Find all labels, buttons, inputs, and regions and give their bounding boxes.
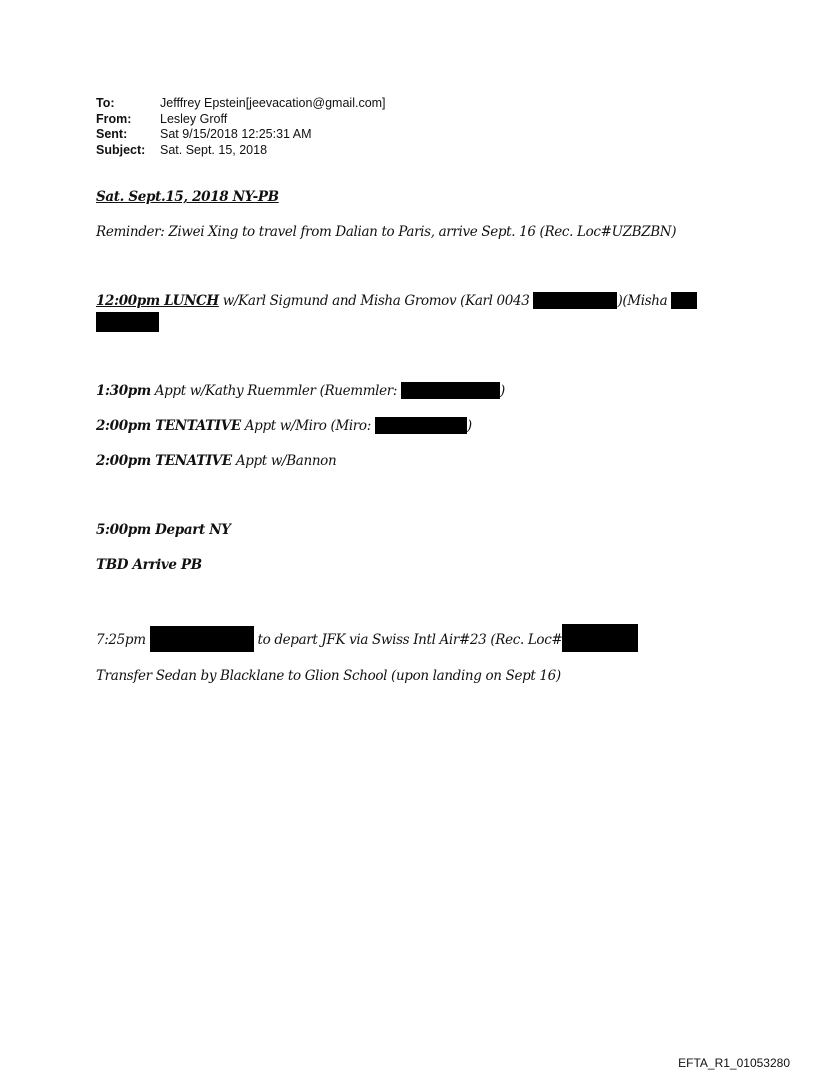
appt3-entry	[96, 451, 736, 472]
reminder-line: Reminder: Ziwei Xing to travel from Dalian to Paris, arrive Sept. 16 (Rec. Loc#UZBZBN)	[96, 224, 677, 240]
redaction-block	[96, 312, 159, 332]
appt1-close: )	[500, 383, 505, 399]
redaction-block	[533, 292, 617, 309]
email-body	[96, 187, 736, 687]
appt2-text: Appt w/Miro (Miro:	[240, 418, 375, 434]
arrive-line: TBD Arrive PB	[96, 557, 202, 573]
flight-time: 7:25pm	[96, 632, 150, 648]
to-row	[96, 96, 386, 112]
appt1-time: 1:30pm	[96, 383, 151, 399]
sent-value: Sat 9/15/2018 12:25:31 AM	[160, 127, 312, 141]
subject-row	[96, 143, 386, 159]
subject-label: Subject:	[96, 142, 146, 157]
lunch-detail: w/Karl Sigmund and Misha Gromov (Karl 0043	[218, 293, 534, 309]
document-id: EFTA_R1_01053280	[678, 1056, 790, 1070]
from-label: From:	[96, 111, 132, 126]
appt2-time: 2:00pm TENTATIVE	[96, 418, 241, 434]
from-row	[96, 112, 386, 128]
lunch-entry	[96, 291, 736, 335]
flight-text: to depart JFK via Swiss Intl Air#23 (Rec. Loc#	[253, 632, 563, 648]
subject-value: Sat. Sept. 15, 2018	[160, 142, 268, 157]
sent-row	[96, 127, 386, 143]
redaction-block	[375, 417, 467, 434]
appt3-text: Appt w/Bannon	[231, 453, 337, 469]
sent-label: Sent:	[96, 127, 128, 141]
appt1-entry	[96, 381, 736, 402]
email-header	[96, 96, 386, 158]
appt1-text: Appt w/Kathy Ruemmler (Ruemmler:	[150, 383, 402, 399]
to-label: To:	[96, 96, 115, 110]
redaction-block	[562, 624, 638, 652]
redaction-block	[401, 382, 500, 399]
from-value: Lesley Groff	[160, 111, 228, 126]
redaction-block	[671, 292, 697, 309]
appt3-time: 2:00pm TENATIVE	[96, 453, 232, 469]
lunch-time-label: 12:00pm LUNCH	[96, 293, 219, 309]
flight-entry	[96, 624, 736, 652]
appt2-close: )	[466, 418, 472, 434]
date-heading: Sat. Sept.15, 2018 NY-PB	[96, 189, 279, 205]
transfer-line: Transfer Sedan by Blacklane to Glion School (upon landing on Sept 16)	[96, 668, 561, 684]
to-value: Jefffrey Epstein[jeevacation@gmail.com]	[160, 96, 386, 110]
lunch-detail-2: )(Misha	[617, 293, 672, 309]
depart-line: 5:00pm Depart NY	[96, 522, 231, 538]
appt2-entry	[96, 416, 736, 437]
redaction-block	[150, 626, 254, 652]
